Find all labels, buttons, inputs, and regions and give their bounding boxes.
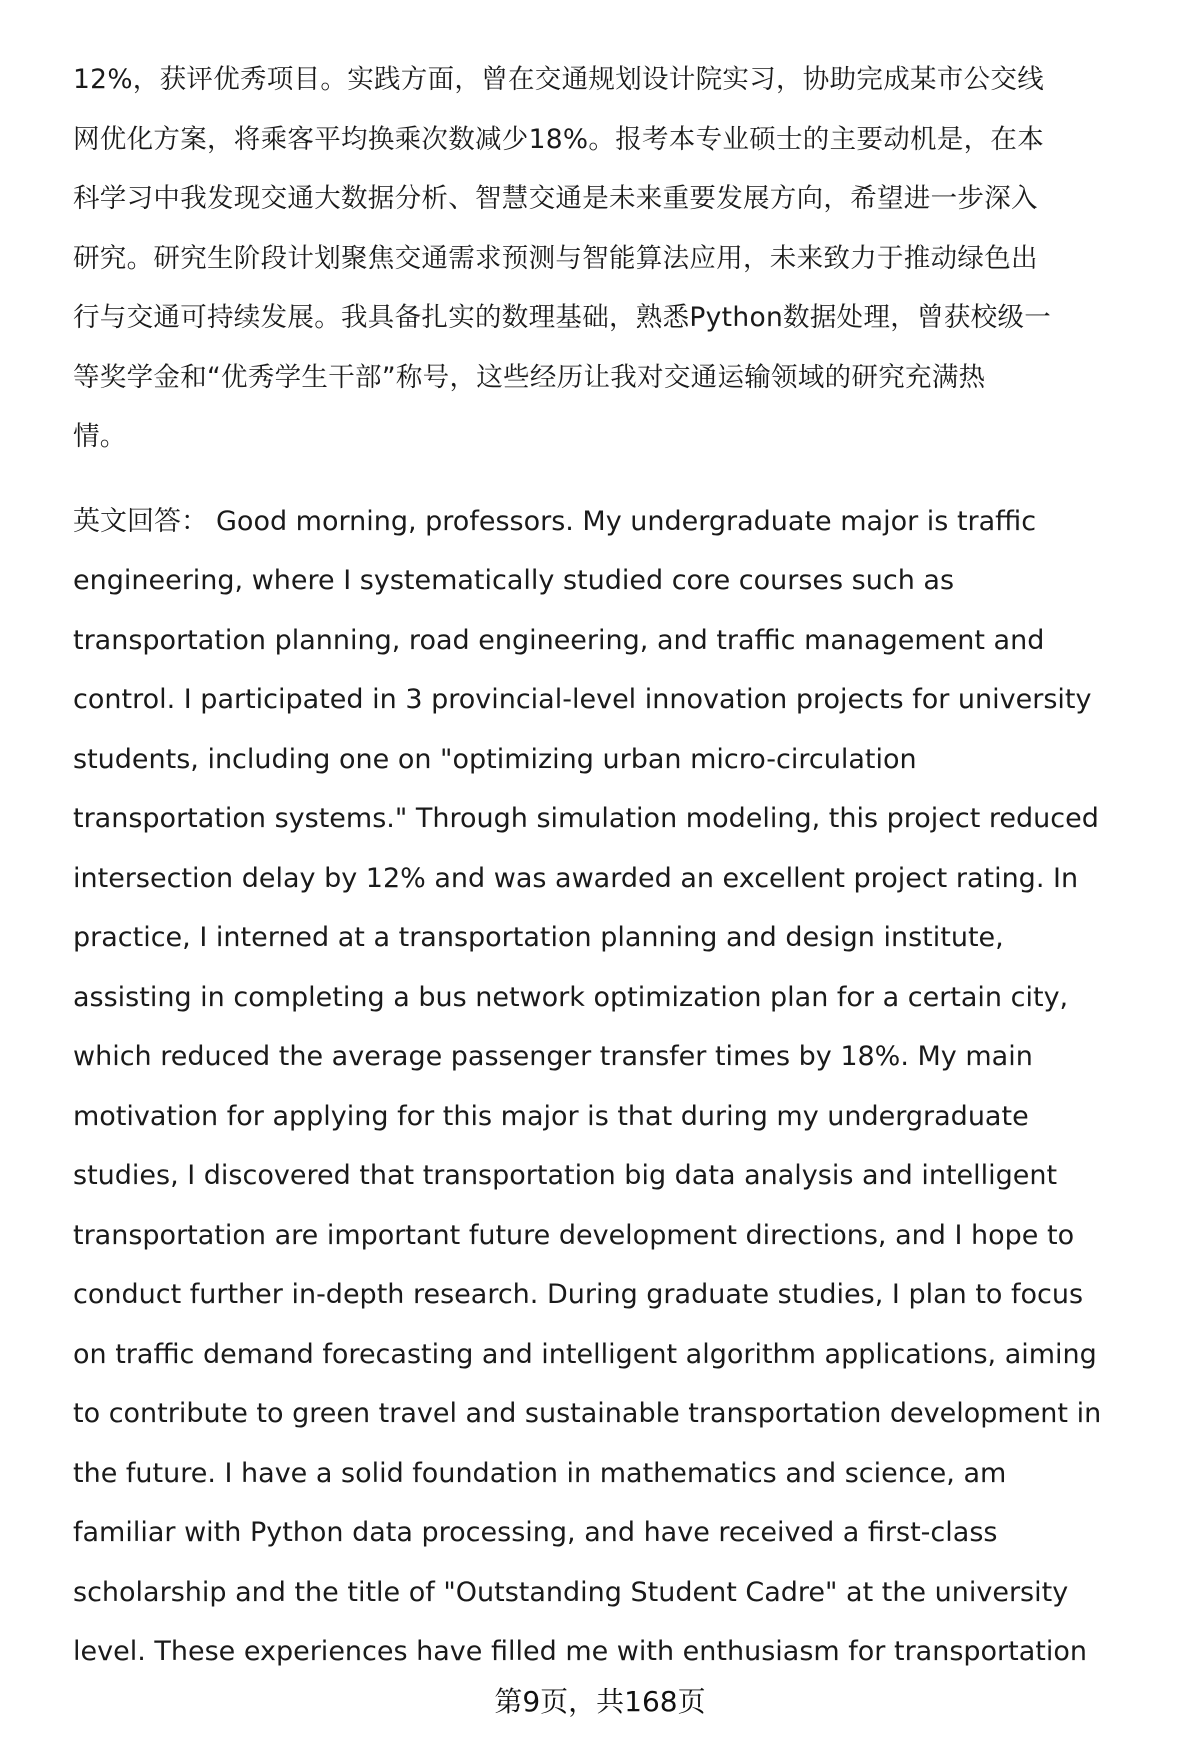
english-line: the future. I have a solid foundation in mathematics and science, am xyxy=(73,1457,1007,1489)
english-line: studies, I discovered that transportation big data analysis and intelligent xyxy=(73,1160,1058,1191)
english-line: conduct further in-depth research. During graduate studies, I plan to focus xyxy=(73,1279,1084,1310)
chinese-line: 网优化方案，将乘客平均换乘次数减少18%。报考本专业硕士的主要动机是，在本 xyxy=(73,123,1044,155)
english-line: assisting in completing a bus network optimization plan for a certain city, xyxy=(73,981,1069,1013)
chinese-line: 等奖学金和“优秀学生干部”称号，这些经历让我对交通运输领域的研究充满热 xyxy=(73,361,986,393)
chinese-paragraph xyxy=(73,50,1163,467)
english-line: control. I participated in 3 provincial-level innovation projects for university xyxy=(73,684,1092,715)
english-line: level. These experiences have filled me with enthusiasm for transportation xyxy=(73,1636,1088,1667)
english-line: intersection delay by 12% and was awarded an excellent project rating. In xyxy=(73,862,1079,894)
english-line: students, including one on "optimizing urban micro-circulation xyxy=(73,743,917,775)
chinese-line: 研究。研究生阶段计划聚焦交通需求预测与智能算法应用，未来致力于推动绿色出 xyxy=(73,242,1038,274)
english-line xyxy=(73,492,1163,552)
english-line: on traffic demand forecasting and intelligent algorithm applications, aiming xyxy=(73,1338,1097,1370)
english-line: transportation systems." Through simulation modeling, this project reduced xyxy=(73,803,1099,834)
paragraph-spacer xyxy=(73,467,1163,492)
english-answer-paragraph xyxy=(73,492,1163,1682)
answer-label: 英文回答： xyxy=(73,505,208,537)
page-content xyxy=(73,50,1163,1682)
chinese-line: 12%，获评优秀项目。实践方面，曾在交通规划设计院实习，协助完成某市公交线 xyxy=(73,64,1044,95)
english-line: engineering, where I systematically studied core courses such as xyxy=(73,565,955,596)
english-line: familiar with Python data processing, and have received a first-class xyxy=(73,1517,998,1548)
chinese-line: 科学习中我发现交通大数据分析、智慧交通是未来重要发展方向，希望进一步深入 xyxy=(73,183,1038,214)
english-line: to contribute to green travel and sustainable transportation development in xyxy=(73,1398,1102,1429)
chinese-line: 情。 xyxy=(73,421,127,452)
chinese-line: 行与交通可持续发展。我具备扎实的数理基础，熟悉Python数据处理，曾获校级一 xyxy=(73,302,1052,333)
english-line: transportation are important future development directions, and I hope to xyxy=(73,1219,1075,1251)
english-line-text: Good morning, professors. My undergraduate major is traffic xyxy=(216,505,1037,537)
english-line: practice, I interned at a transportation planning and design institute, xyxy=(73,922,1004,953)
english-line: scholarship and the title of "Outstanding Student Cadre" at the university xyxy=(73,1576,1069,1608)
english-line: transportation planning, road engineering, and traffic management and xyxy=(73,624,1045,656)
english-line: which reduced the average passenger transfer times by 18%. My main xyxy=(73,1041,1033,1072)
page-number-footer: 第9页，共168页 xyxy=(494,1685,706,1718)
english-line: motivation for applying for this major is that during my undergraduate xyxy=(73,1100,1029,1132)
